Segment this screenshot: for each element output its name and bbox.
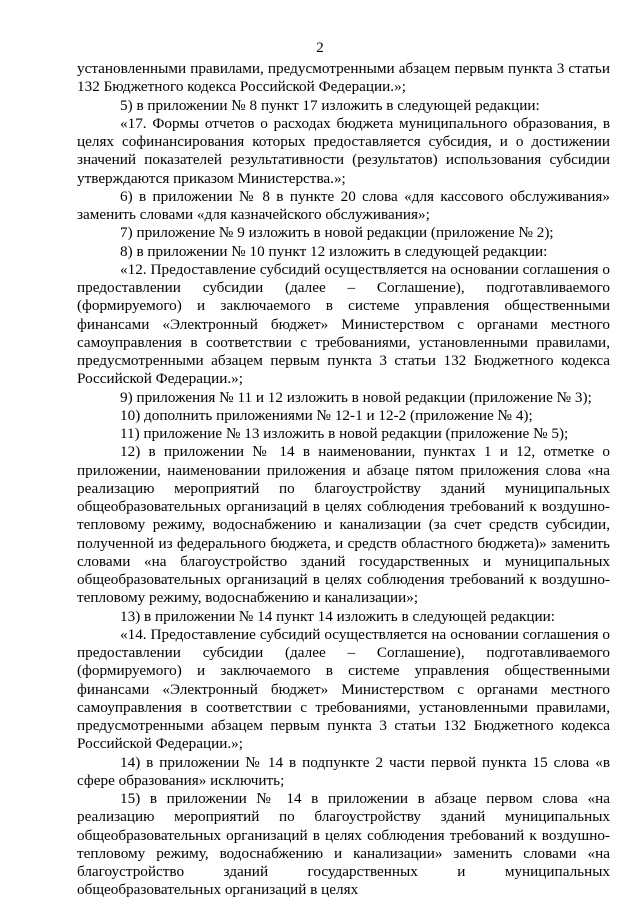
paragraph-item-10: 10) дополнить приложениями № 12-1 и 12-2 (приложение № 4);: [120, 406, 533, 424]
paragraph-item-11: 11) приложение № 13 изложить в новой редакции (приложение № 5);: [120, 425, 569, 442]
paragraph-quote-17: «17. Формы отчетов о расходах бюджета муниципального образования, в целях софинансирования которых предоставляется субсидия, и о достижении значений показателей результативности (результатов) использования субсидии утверждаются приказом Министерства.»;: [77, 114, 610, 187]
paragraph-item-14: 14) в приложении № 14 в подпункте 2 части первой пункта 15 слова «в сфере образования» исключить;: [77, 753, 610, 789]
paragraph-quote-12: «12. Предоставление субсидий осуществляется на основании соглашения о предоставлении субсидии (далее – Соглашение), подготавливаемого (формируемого) и заключаемого в системе управления общественными финансами «Электронный бюджет» Министерством с органами местного самоуправления в соответствии с требованиями, установленными правилами, предусмотренными абзацем первым пункта 3 статьи 132 Бюджетного кодекса Российской Федерации.»;: [77, 260, 610, 388]
paragraph-continuation: установленными правилами, предусмотренными абзацем первым пункта 3 статьи 132 Бюджетного кодекса Российской Федерации.»;: [77, 60, 610, 96]
paragraph-item-12: 12) в приложении № 14 в наименовании, пунктах 1 и 12, отметке о приложении, наименовании приложения и абзаце пятом приложения слова «на реализацию мероприятий по благоустройству зданий муниципальных общеобразовательных организаций в целях соблюдения требований к воздушно-тепловому режиму, водоснабжению и канализации (за счет средств субсидии, полученной из федерального бюджета, и средств областного бюджета)» заменить словами «на благоустройство зданий государственных и муниципальных общеобразовательных организаций в целях соблюдения требований к воздушно-тепловому режиму, водоснабжению и канализации»;: [77, 443, 610, 607]
paragraph-item-5: 5) в приложении № 8 пункт 17 изложить в следующей редакции:: [120, 96, 540, 114]
paragraph-item-13: 13) в приложении № 14 пункт 14 изложить в следующей редакции:: [120, 607, 555, 625]
page-number: 2: [316, 40, 324, 56]
document-body: [77, 60, 610, 900]
paragraph-quote-14: «14. Предоставление субсидий осуществляется на основании соглашения о предоставлении субсидии (далее – Соглашение), подготавливаемого (формируемого) и заключаемого в системе управления общественными финансами «Электронный бюджет» Министерством с органами местного самоуправления в соответствии с требованиями, установленными правилами, предусмотренными абзацем первым пункта 3 статьи 132 Бюджетного кодекса Российской Федерации.»;: [77, 625, 610, 753]
paragraph-item-8: 8) в приложении № 10 пункт 12 изложить в следующей редакции:: [120, 242, 548, 260]
paragraph-item-7: 7) приложение № 9 изложить в новой редакции (приложение № 2);: [120, 224, 554, 242]
paragraph-item-9: 9) приложения № 11 и 12 изложить в новой редакции (приложение № 3);: [120, 388, 592, 406]
paragraph-item-15: 15) в приложении № 14 в приложении в абзаце первом слова «на реализацию мероприятий по благоустройству зданий муниципальных общеобразовательных организаций в целях соблюдения требований к воздушно-тепловому режиму, водоснабжению и канализации» заменить словами «на благоустройство зданий государственных и муниципальных общеобразовательных организаций в целях: [77, 790, 610, 899]
paragraph-item-6: 6) в приложении № 8 в пункте 20 слова «для кассового обслуживания» заменить словами «для казначейского обслуживания»;: [77, 187, 610, 223]
